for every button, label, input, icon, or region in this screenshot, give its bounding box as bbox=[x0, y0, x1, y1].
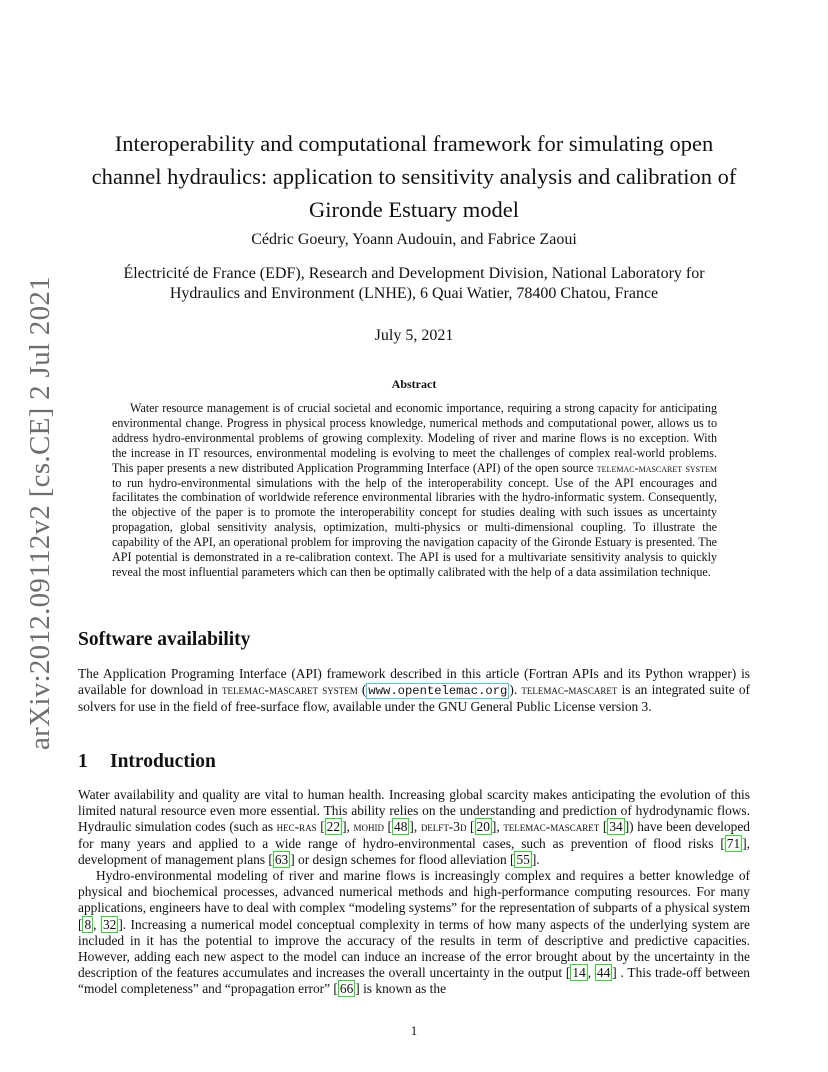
citation-link[interactable]: 66 bbox=[339, 981, 354, 997]
text-run: , bbox=[496, 819, 504, 835]
introduction-paragraph-1: Water availability and quality are vital to human health. Increasing global scarcity makes anticipating the evolution of this limited natural resource even more essential. This ability relies on the understanding and prediction of hydrodynamic flows. Hydraulic simulation codes (such as hec-ras [ 22 ], mohid [ 48 ], delft-3d [ 20 ], telemac-mascaret [ 34 ]) have been developed for many years and applied to a wide range of hydro-environmental cases, such as prevention of flood risks [ 71 ], development of management plans [ 63 ] or design schemes for flood alleviation [ 55 ]. bbox=[78, 787, 750, 867]
citation-link[interactable]: 55 bbox=[516, 851, 530, 867]
text-run: , bbox=[587, 965, 595, 981]
text-run: ]) have been developed for many years and applied to a wide range of hydro-environmental cases, such as prevention of flood risks [ bbox=[78, 819, 750, 851]
text-run: ], development of management plans [ bbox=[78, 835, 750, 867]
text-run: ]. Increasing a numerical model conceptual complexity in terms of how many aspects of the underlying system are included in it has the potential to improve the accuracy of the results in term of descriptive and predictive capacities. However, adding each new aspect to the model can induce an increase of the error brought about by the uncertainty in the description of the features accumulates and increases the overall uncertainty in the output [ bbox=[78, 916, 750, 981]
software-availability-heading: Software availability bbox=[78, 629, 251, 650]
telemac-mascaret-system-term: telemac-mascaret system bbox=[596, 460, 718, 475]
abstract-text-part: to run hydro-environmental simulations with the help of the interoperability concept. Use of the API encourages and facilitates the combination of worldwide reference environmental libraries with the hydro-informatic system. Consequently, the objective of the paper is to promote the interoperability concept for studies dealing with such issues as uncertainty propagation, global sensitivity analysis, optimization, multi-physics or multi-dimensional coupling. To illustrate the capability of the API, an operational problem for improving the navigation capacity of the Gironde Estuary is presented. The API potential is demonstrated in a re-calibration context. The API is used for a multivariate sensitivity analysis to quickly reveal the most influential parameters which can then be optimally calibrated with the help of a data assimilation technique. bbox=[112, 475, 717, 579]
telemac-mascaret-term: telemac-mascaret bbox=[521, 682, 618, 698]
text-run: ] is known as the bbox=[355, 981, 447, 997]
abstract-heading: Abstract bbox=[391, 377, 437, 391]
text-run: Water availability and quality are vital to human health. Increasing global scarcity makes anticipating the evolution of this limited natural resource even more essential. This ability relies on the understanding and prediction of hydrodynamic flows. Hydraulic simulation codes (such as bbox=[78, 787, 750, 835]
page-number: 1 bbox=[410, 1023, 418, 1038]
citation-link[interactable]: 63 bbox=[274, 851, 289, 867]
text-run: , bbox=[93, 916, 101, 932]
text-run: ] . This trade-off between “model completeness” and “propagation error” [ bbox=[78, 965, 751, 997]
citation-link[interactable]: 48 bbox=[394, 819, 408, 835]
text-run: The Application Programing Interface (API) framework described in this article (Fortran APIs and its Python wrapper) is available for download in bbox=[78, 666, 750, 698]
text-run: ). bbox=[509, 682, 522, 698]
paper-title: Interoperability and computational framework for simulating open channel hydraulics: application to sensitivity analysis and calibration of Gironde Estuary model bbox=[91, 131, 737, 222]
paper-authors: Cédric Goeury, Yoann Audouin, and Fabrice Zaoui bbox=[251, 231, 577, 248]
citation-link[interactable]: 71 bbox=[726, 835, 741, 851]
citation-link[interactable]: 8 bbox=[84, 916, 92, 932]
citation-link[interactable]: 14 bbox=[572, 965, 586, 981]
abstract-text bbox=[112, 401, 717, 580]
software-availability-paragraph bbox=[78, 666, 750, 716]
introduction-heading bbox=[78, 751, 216, 773]
citation-link[interactable]: 32 bbox=[102, 916, 117, 932]
arxiv-identifier-stamp: arXiv:2012.09112v2 [cs.CE] 2 Jul 2021 bbox=[23, 276, 56, 750]
section-title: Introduction bbox=[110, 751, 216, 772]
telemac-mascaret-system-term: telemac-mascaret system bbox=[222, 682, 358, 698]
paper-affiliation: Électricité de France (EDF), Research and Development Division, National Laboratory for Hydraulics and Environment (LNHE), 6 Quai Watier, 78400 Chatou, France bbox=[123, 265, 705, 302]
hec-ras-term: hec-ras bbox=[276, 819, 317, 835]
text-run: , bbox=[346, 819, 354, 835]
paper-date: July 5, 2021 bbox=[374, 327, 454, 344]
opentelemac-url-link[interactable]: www.opentelemac.org bbox=[368, 684, 508, 699]
mohid-term: mohid bbox=[353, 819, 384, 835]
citation-link[interactable]: 34 bbox=[609, 819, 623, 835]
text-run: ( bbox=[357, 682, 367, 698]
introduction-paragraph-2 bbox=[78, 868, 750, 998]
text-run: ]. bbox=[531, 851, 540, 867]
citation-link[interactable]: 20 bbox=[476, 819, 490, 835]
telemac-mascaret-term: telemac-mascaret bbox=[503, 819, 600, 835]
citation-link[interactable]: 22 bbox=[326, 819, 341, 835]
text-run: Hydro-environmental modeling of river and marine flows is increasingly complex and requires a better knowledge of physical and biochemical processes, advanced numerical methods and high-performance computing resources. For many applications, engineers have to deal with complex “modeling systems” for the representation of subparts of a physical system [ bbox=[78, 868, 750, 932]
text-run: ] or design schemes for flood alleviation [ bbox=[290, 851, 515, 867]
section-number: 1 bbox=[78, 751, 88, 772]
text-run: is an integrated suite of solvers for use in the field of free-surface flow, available under the GNU General Public License version 3. bbox=[78, 682, 751, 715]
delft-3d-term: delft-3d bbox=[420, 819, 467, 835]
text-run: , bbox=[413, 819, 421, 835]
citation-link[interactable]: 44 bbox=[596, 965, 611, 981]
abstract-text-part: Water resource management is of crucial societal and economic importance, requiring a strong capacity for anticipating environmental change. Progress in physical process knowledge, numerical methods and computational power, allows us to address hydro-environmental problems of growing complexity. Modeling of river and marine flows is no exception. With the increase in IT resources, environmental modeling is evolving to meet the challenges of complex real-world problems. This paper presents a new distributed Application Programming Interface (API) of the open source bbox=[112, 401, 717, 475]
